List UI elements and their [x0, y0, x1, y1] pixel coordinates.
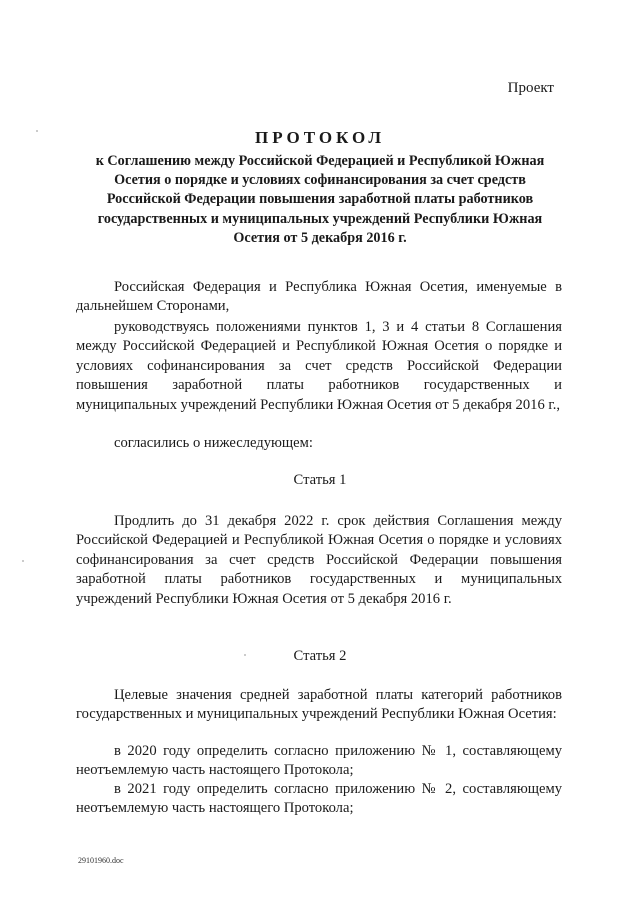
article-1-text: Продлить до 31 декабря 2022 г. срок действия Соглашения между Российской Федерацией и Республикой Южная Осетия о порядке и условиях софинансирования за счет средств Российской Федерации повышения заработной платы работников государственных и муниципальных учреждений Республики Южная Осетия от 5 декабря 2016 г.: [76, 513, 562, 607]
article-2-item-2021: в 2021 году определить согласно приложению № 2, составляющему неотъемлемую часть настоящего Протокола;: [76, 781, 562, 817]
document-subtitle: к Соглашению между Российской Федерацией и Республикой Южная Осетия о порядке и условиях софинансирования за счет средств Российской Федерации повышения заработной платы работников государственных и муниципальных учреждений Республики Южная Осетия от 5 декабря 2016 г.: [95, 153, 545, 246]
file-name-footer: 29101960.doc: [78, 856, 124, 865]
draft-label: Проект: [507, 80, 554, 96]
intro-paragraph-3: согласились о нижеследующем:: [114, 435, 313, 451]
intro-paragraph-2: руководствуясь положениями пунктов 1, 3 и 4 статьи 8 Соглашения между Российской Федерацией и Республикой Южная Осетия о порядке и условиях софинансирования за счет средств Российской Федерации повышения заработной платы работников государственных и муниципальных учреждений Республики Южная Осетия от 5 декабря 2016 г.,: [76, 319, 562, 413]
article-2-heading: Статья 2: [293, 648, 347, 664]
scan-speck: [22, 560, 24, 562]
scan-speck: [36, 130, 38, 132]
scan-speck: [244, 654, 246, 656]
article-2-text: Целевые значения средней заработной платы категорий работников государственных и муниципальных учреждений Республики Южная Осетия:: [76, 687, 562, 723]
intro-paragraph-1: Российская Федерация и Республика Южная Осетия, именуемые в дальнейшем Сторонами,: [76, 279, 562, 315]
article-1-heading: Статья 1: [293, 472, 347, 488]
article-2-item-2020: в 2020 году определить согласно приложению № 1, составляющему неотъемлемую часть настоящего Протокола;: [76, 743, 562, 779]
document-title: ПРОТОКОЛ: [254, 128, 385, 147]
